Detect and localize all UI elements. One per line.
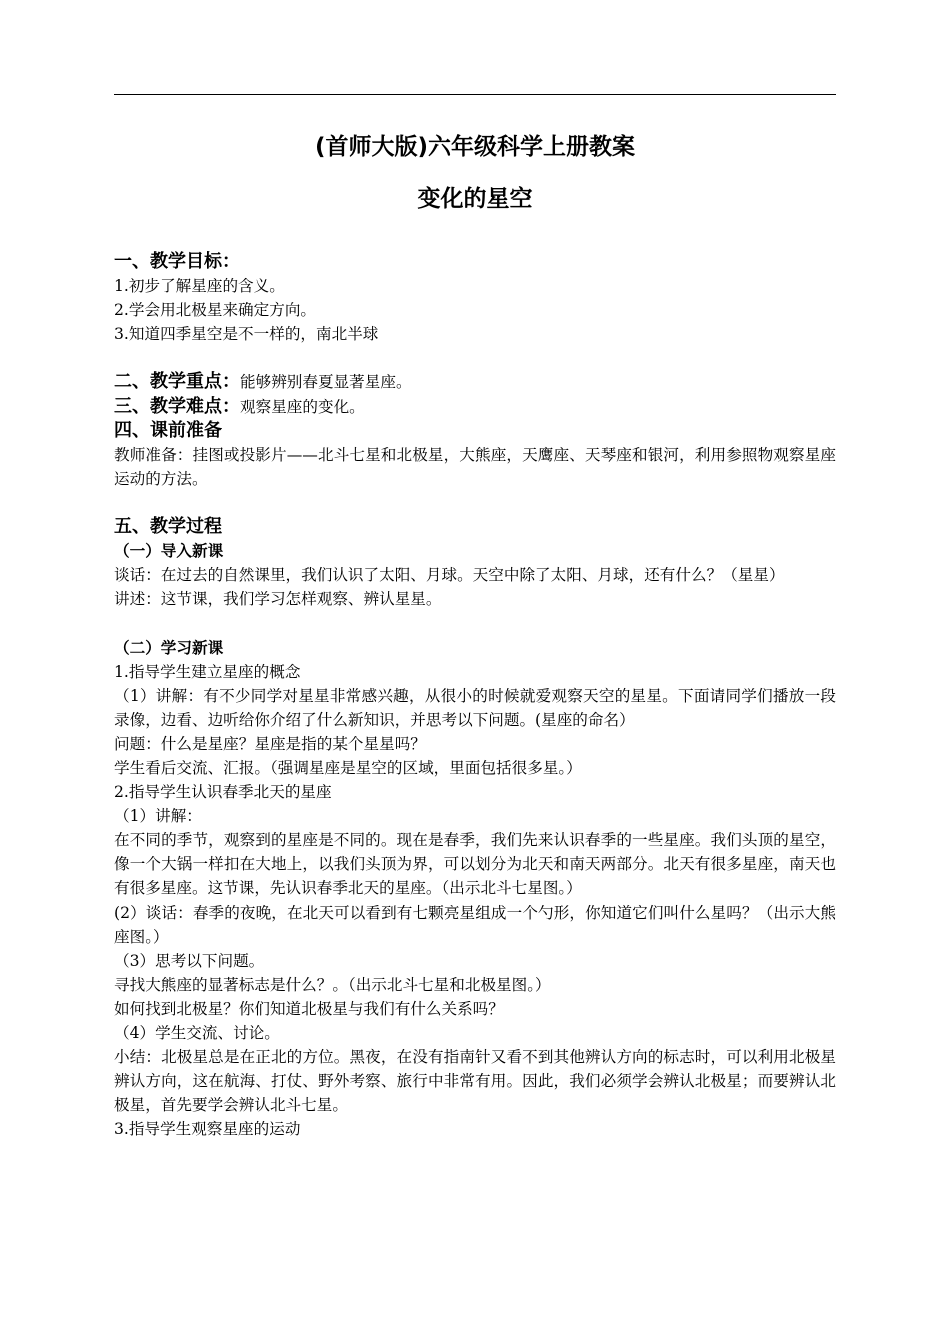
learn-paragraph: 2.指导学生认识春季北天的星座 — [114, 783, 332, 802]
document-page — [114, 0, 836, 1344]
learn-paragraph: 如何找到北极星？你们知道北极星与我们有什么关系吗？ — [114, 999, 504, 1018]
document-body — [114, 250, 836, 1141]
spacer — [114, 346, 836, 370]
intro-paragraph: 谈话：在过去的自然课里，我们认识了太阳、月球。天空中除了太阳、月球，还有什么？（星星） — [114, 566, 785, 585]
spacer — [114, 491, 836, 515]
key-points-heading: 二、教学重点： — [114, 371, 240, 393]
key-points-text: 能够辨别春夏显著星座。 — [240, 373, 412, 392]
learn-paragraph: （1）讲解： — [114, 807, 202, 826]
learn-paragraph: 3.指导学生观察星座的运动 — [114, 1120, 301, 1139]
key-points-line — [114, 370, 836, 394]
learn-paragraph: 1.指导学生建立星座的概念 — [114, 662, 301, 681]
difficulties-heading: 三、教学难点： — [114, 395, 240, 417]
learn-paragraph: 在不同的季节，观察到的星座是不同的。现在是春季，我们先来认识春季的一些星座。我们头顶的星空，像一个大锅一样扣在大地上，以我们头顶为界，可以划分为北天和南天两部分。北天有很多星座，南天也有很多星座。这节课，先认识春季北天的星座。（出示北斗七星图。） — [114, 831, 836, 898]
difficulties-line — [114, 395, 836, 419]
learn-paragraph: （1）讲解：有不少同学对星星非常感兴趣，从很小的时候就爱观察天空的星星。下面请同学们播放一段录像，边看、边听给你介绍了什么新知识，并思考以下问题。(星座的命名） — [114, 686, 837, 729]
intro-heading: （一）导入新课 — [114, 542, 224, 561]
learn-paragraph: 小结：北极星总是在正北的方位。黑夜，在没有指南针又看不到其他辨认方向的标志时，可以利用北极星辨认方向，这在航海、打仗、野外考察、旅行中非常有用。因此，我们必须学会辨认北极星；而要辨认北极星，首先要学会辨认北斗七星。 — [114, 1048, 836, 1115]
objectives-heading: 一、教学目标： — [114, 251, 240, 272]
process-heading: 五、教学过程 — [114, 516, 222, 538]
learn-paragraph: （3）思考以下问题。 — [114, 951, 265, 970]
intro-paragraph: 讲述：这节课，我们学习怎样观察、辨认星星。 — [114, 590, 442, 609]
learn-paragraph: （4）学生交流、讨论。 — [114, 1024, 280, 1042]
header-rule — [114, 94, 836, 95]
preparation-text: 教师准备：挂图或投影片——北斗七星和北极星，大熊座，天鹰座、天琴座和银河，利用参照物观察星座运动的方法。 — [114, 445, 836, 488]
document-subtitle: 变化的星空 — [417, 186, 533, 212]
learn-paragraph: 学生看后交流、汇报。（强调星座是星空的区域，里面包括很多星。） — [114, 758, 582, 777]
learn-paragraph: 寻找大熊座的显著标志是什么？。（出示北斗七星和北极星图。） — [114, 975, 551, 994]
learn-paragraph: 问题：什么是星座？星座是指的某个星星吗？ — [114, 734, 426, 753]
learn-heading: （二）学习新课 — [114, 638, 224, 657]
learn-paragraph: (2）谈话：春季的夜晚，在北天可以看到有七颗亮星组成一个勺形，你知道它们叫什么星吗？（出示大熊座图。） — [114, 903, 836, 946]
objective-item: 3.知道四季星空是不一样的，南北半球 — [114, 325, 379, 344]
preparation-heading: 四、课前准备 — [114, 419, 222, 441]
document-title: (首师大版)六年级科学上册教案 — [314, 134, 636, 160]
objective-item: 2.学会用北极星来确定方向。 — [114, 301, 317, 320]
spacer — [114, 611, 836, 635]
difficulties-text: 观察星座的变化。 — [240, 397, 365, 416]
objective-item: 1.初步了解星座的含义。 — [114, 277, 285, 296]
